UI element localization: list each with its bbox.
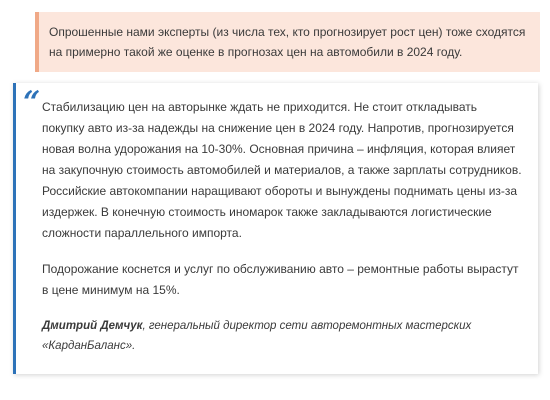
quote-paragraph-1: Стабилизацию цен на авторынке ждать не приходится. Не стоит откладывать покупку авто из-за надежды на снижение цен в 2024 году. Напротив, прогнозируется новая волна удорожания на 10-30%. Основная причина – инфляция, которая влияет на закупочную стоимость автомобилей и материалов, а также зарплаты сотрудников. Российские автокомпании наращивают обороты и вынуждены поднимать цены из-за издержек. В конечную стоимость иномарок также закладываются логистические сложности параллельного импорта. [42, 100, 522, 240]
quote-attribution [42, 316, 522, 356]
quote-mark-icon: “ [23, 85, 41, 120]
highlight-callout [35, 12, 540, 72]
author-role: , генеральный директор сети авторемонтных мастерских «КарданБаланс». [42, 320, 472, 352]
author-name: Дмитрий Демчук [42, 320, 143, 332]
expert-quote-card [13, 83, 538, 374]
quote-paragraph-2: Подорожание коснется и услуг по обслуживанию авто – ремонтные работы вырастут в цене минимум на 15%. [42, 262, 519, 297]
highlight-text: Опрошенные нами эксперты (из числа тех, кто прогнозирует рост цен) тоже сходятся на примерно такой же оценке в прогнозах цен на автомобили в 2024 году. [49, 25, 526, 59]
